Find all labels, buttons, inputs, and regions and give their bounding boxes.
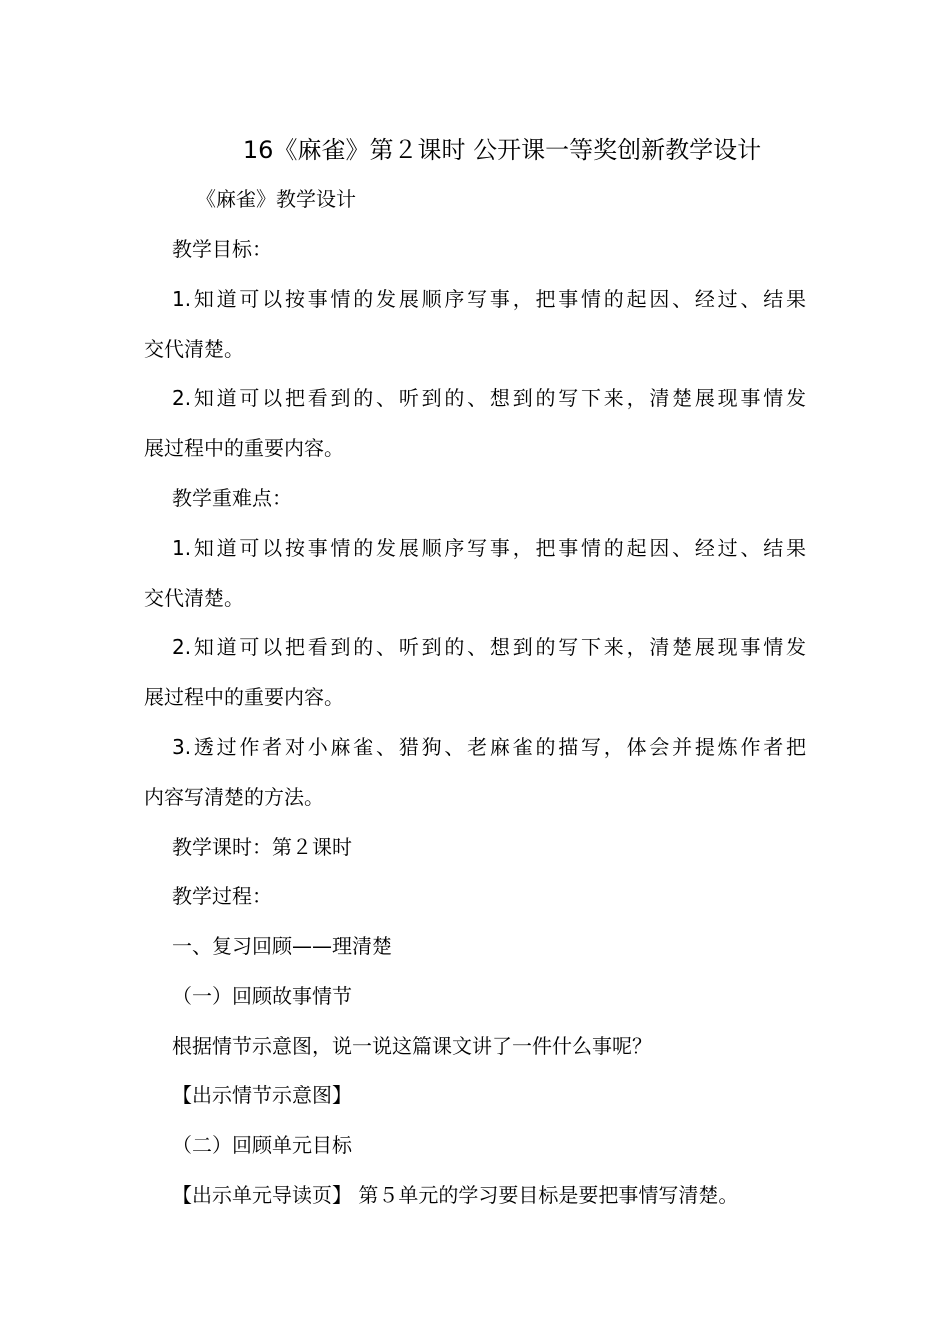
sub-subsection-heading: （二）回顾单元目标 bbox=[172, 1133, 352, 1157]
paragraph-line: 交代清楚。 bbox=[144, 586, 244, 610]
subtitle: 《麻雀》教学设计 bbox=[196, 187, 356, 211]
paragraph-line: 展过程中的重要内容。 bbox=[144, 685, 344, 709]
paragraph-line: 【出示情节示意图】 bbox=[172, 1083, 352, 1107]
section-heading-process: 教学过程： bbox=[172, 884, 272, 908]
paragraph-line: 1.知道可以按事情的发展顺序写事，把事情的起因、经过、结果 bbox=[172, 536, 806, 560]
paragraph-line: 展过程中的重要内容。 bbox=[144, 436, 344, 460]
section-heading-key-points: 教学重难点： bbox=[172, 486, 292, 510]
sub-subsection-heading: （一）回顾故事情节 bbox=[172, 984, 352, 1008]
paragraph-line: 3.透过作者对小麻雀、猎狗、老麻雀的描写，体会并提炼作者把 bbox=[172, 735, 806, 759]
paragraph-line: 2.知道可以把看到的、听到的、想到的写下来，清楚展现事情发 bbox=[172, 386, 806, 410]
document-title: 16《麻雀》第２课时 公开课一等奖创新教学设计 bbox=[242, 136, 762, 164]
section-heading-objectives: 教学目标： bbox=[172, 237, 272, 261]
paragraph-line: 根据情节示意图，说一说这篇课文讲了一件什么事呢？ bbox=[172, 1034, 652, 1058]
subsection-heading: 一、复习回顾——理清楚 bbox=[172, 934, 392, 958]
section-heading-class-hours: 教学课时：第２课时 bbox=[172, 835, 352, 859]
paragraph-line: 【出示单元导读页】 第５单元的学习要目标是要把事情写清楚。 bbox=[172, 1183, 739, 1207]
paragraph-line: 2.知道可以把看到的、听到的、想到的写下来，清楚展现事情发 bbox=[172, 635, 806, 659]
paragraph-line: 1.知道可以按事情的发展顺序写事，把事情的起因、经过、结果 bbox=[172, 287, 806, 311]
paragraph-line: 内容写清楚的方法。 bbox=[144, 785, 324, 809]
paragraph-line: 交代清楚。 bbox=[144, 337, 244, 361]
